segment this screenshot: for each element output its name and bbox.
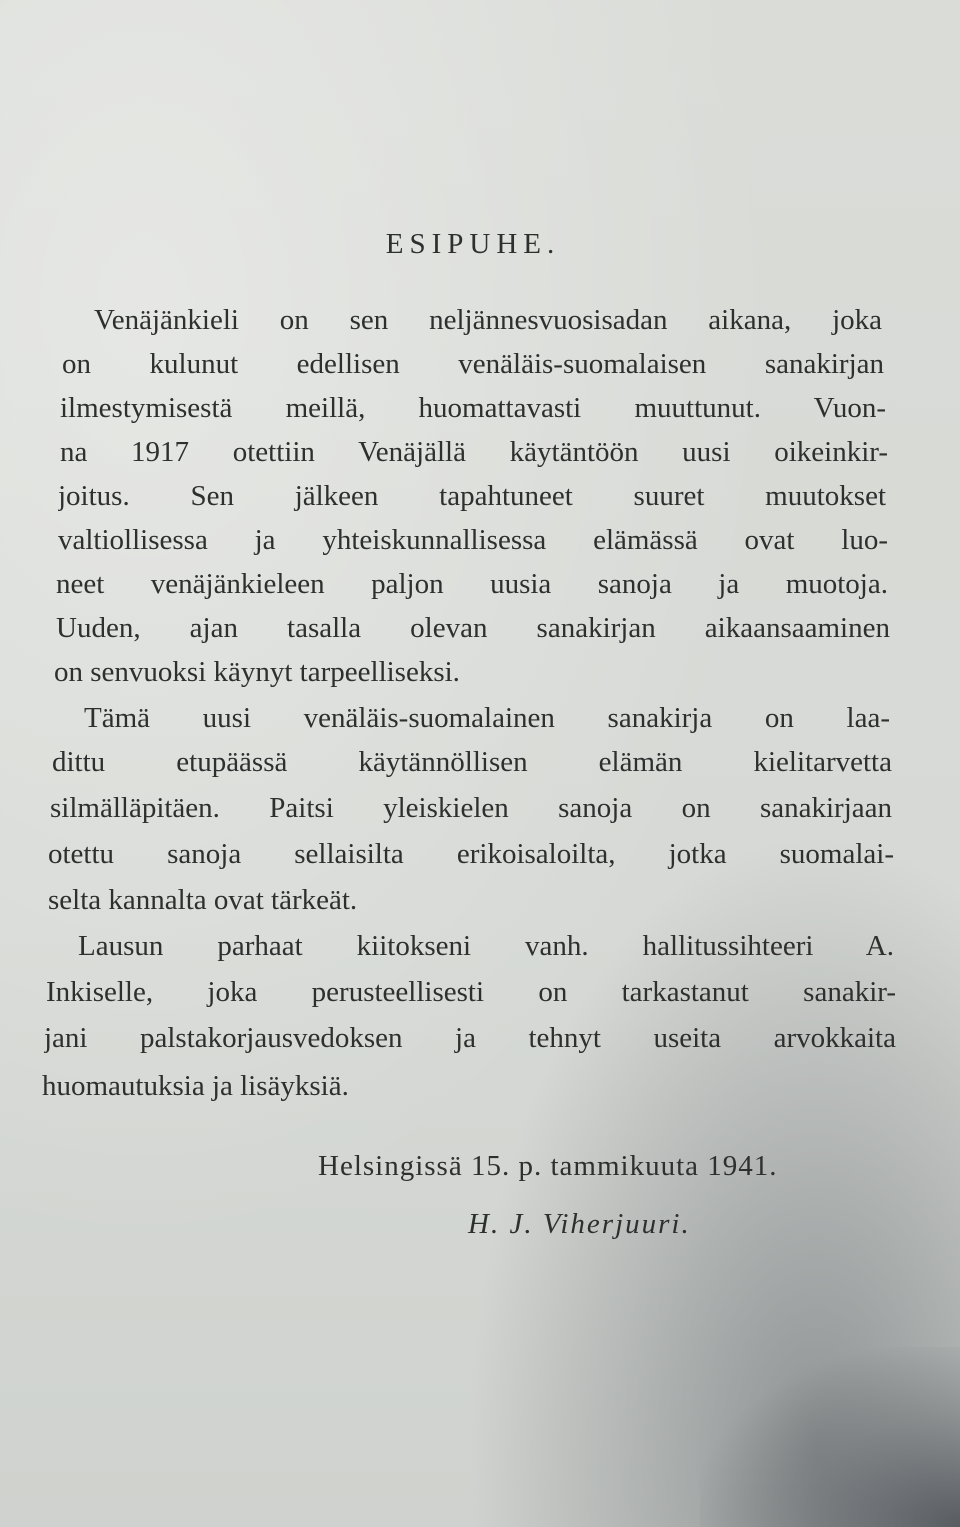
signature: H. J. Viherjuuri. [468, 1208, 691, 1240]
page-shadow [700, 1347, 960, 1527]
text-line: huomautuksia ja lisäyksiä. [42, 1070, 349, 1102]
place-date-line: Helsingissä 15. p. tammikuuta 1941. [318, 1150, 778, 1182]
text-line: ilmestymisestä meillä, huomattavasti muuttunut. Vuon- [60, 392, 886, 424]
text-line: dittu etupäässä käytännöllisen elämän kielitarvetta [52, 746, 892, 778]
text-line: na 1917 otettiin Venäjällä käytäntöön uusi oikeinkir- [60, 436, 888, 468]
text-line: Uuden, ajan tasalla olevan sanakirjan aikaansaaminen [56, 612, 890, 644]
text-line: Inkiselle, joka perusteellisesti on tarkastanut sanakir- [46, 976, 896, 1008]
text-line: valtiollisessa ja yhteiskunnallisessa elämässä ovat luo- [58, 524, 888, 556]
text-line: Venäjänkieli on sen neljännesvuosisadan aikana, joka [94, 304, 882, 336]
text-line: silmälläpitäen. Paitsi yleiskielen sanoja on sanakirjaan [50, 792, 892, 824]
text-line: on senvuoksi käynyt tarpeelliseksi. [54, 656, 460, 688]
page-title: ESIPUHE. [385, 228, 561, 260]
text-line: joitus. Sen jälkeen tapahtuneet suuret muutokset [58, 480, 886, 512]
text-line: otettu sanoja sellaisilta erikoisaloilta, jotka suomalai- [48, 838, 894, 870]
text-line: on kulunut edellisen venäläis-suomalaisen sanakirjan [62, 348, 884, 380]
text-line: selta kannalta ovat tärkeät. [48, 884, 358, 916]
text-line: neet venäjänkieleen paljon uusia sanoja ja muotoja. [56, 568, 888, 600]
text-line: jani palstakorjausvedoksen ja tehnyt useita arvokkaita [44, 1022, 896, 1054]
text-line: Lausun parhaat kiitokseni vanh. hallitussihteeri A. [78, 930, 894, 962]
text-line: Tämä uusi venäläis-suomalainen sanakirja on laa- [84, 702, 890, 734]
